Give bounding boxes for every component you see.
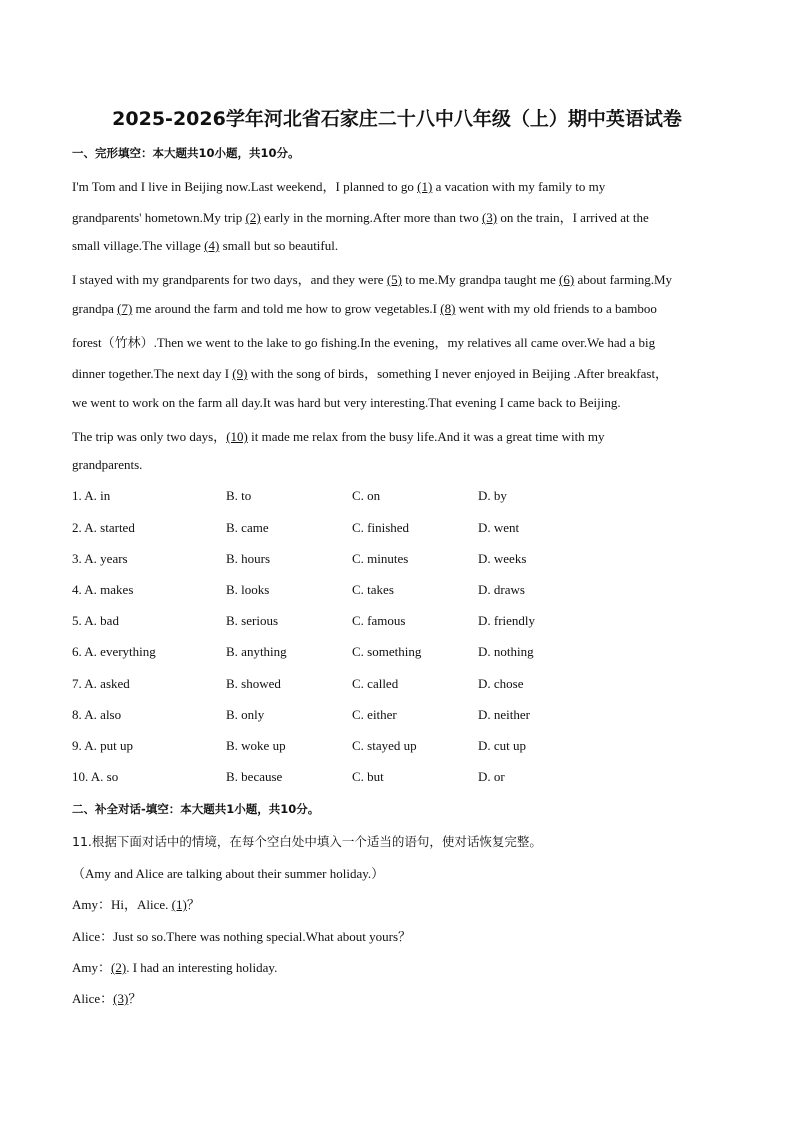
option-d: D. neither <box>478 707 530 722</box>
passage-line: small village.The village (4) small but so beautiful. <box>72 238 339 253</box>
option-d: D. friendly <box>478 613 536 628</box>
option-b: B. anything <box>226 644 287 659</box>
option-b: B. serious <box>226 613 278 628</box>
blank-4: (4) <box>204 238 220 253</box>
dialogue-blank-3: (3) <box>113 991 129 1006</box>
option-row-9 <box>72 738 732 756</box>
option-row-1 <box>72 488 732 506</box>
blank-3: (3) <box>481 210 498 225</box>
exam-title: 2025-2026学年河北省石家庄二十八中八年级（上）期中英语试卷 <box>112 108 682 130</box>
passage-line: I stayed with my grandparents for two days，and they were (5) to me.My grandpa taught me (6) about farming.My <box>72 272 673 287</box>
dialogue-line: Amy：(2). I had an interesting holiday. <box>72 960 278 975</box>
option-d: D. draws <box>478 582 525 597</box>
option-b: B. showed <box>226 676 281 691</box>
blank-9: (9) <box>232 366 248 381</box>
blank-5: (5) <box>386 272 402 287</box>
option-b: B. hours <box>226 551 271 566</box>
passage-line: grandparents. <box>72 457 143 472</box>
option-c: C. something <box>352 644 422 659</box>
option-a: 1. A. in <box>72 488 111 503</box>
dialogue-blank-2: (2) <box>111 960 127 975</box>
option-c: C. takes <box>352 582 394 597</box>
option-d: D. or <box>478 769 505 784</box>
blank-7: (7) <box>117 301 133 316</box>
option-b: B. only <box>226 707 265 722</box>
option-b: B. to <box>226 488 252 503</box>
option-row-6 <box>72 644 732 662</box>
option-a: 2. A. started <box>72 520 135 535</box>
speaker: Alice： <box>72 929 114 944</box>
option-c: C. minutes <box>352 551 409 566</box>
option-a: 9. A. put up <box>72 738 134 753</box>
option-c: C. famous <box>352 613 406 628</box>
option-a: 7. A. asked <box>72 676 130 691</box>
option-a: 3. A. years <box>72 551 128 566</box>
speaker: Alice： <box>72 991 114 1006</box>
option-b: B. looks <box>226 582 270 597</box>
passage-line: grandparents' hometown.My trip (2) early in the morning.After more than two (3) on the train，I arrived at the <box>72 210 649 225</box>
option-b: B. came <box>226 520 269 535</box>
option-row-3 <box>72 551 732 569</box>
blank-6: (6) <box>559 272 575 287</box>
passage-line: forest（竹林）.Then we went to the lake to go fishing.In the evening，my relatives all came over.We had a big <box>72 335 656 350</box>
option-row-8 <box>72 707 732 725</box>
option-a: 6. A. everything <box>72 644 156 659</box>
option-row-10 <box>72 769 732 787</box>
option-d: D. cut up <box>478 738 527 753</box>
option-d: D. chose <box>478 676 524 691</box>
option-a: 4. A. makes <box>72 582 134 597</box>
passage-line: dinner together.The next day I (9) with the song of birds，something I never enjoyed in Beijing .After breakfast， <box>72 366 669 381</box>
blank-2: (2) <box>245 210 261 225</box>
option-b: B. because <box>226 769 283 784</box>
option-c: C. either <box>352 707 397 722</box>
option-a: 5. A. bad <box>72 613 119 628</box>
option-d: D. by <box>478 488 507 503</box>
speaker: Amy： <box>72 960 112 975</box>
option-d: D. nothing <box>478 644 534 659</box>
option-a: 10. A. so <box>72 769 119 784</box>
option-c: C. on <box>352 488 381 503</box>
option-c: C. finished <box>352 520 410 535</box>
blank-1: (1) <box>417 179 433 194</box>
option-row-4 <box>72 582 732 600</box>
speaker: Amy： <box>72 897 112 912</box>
option-row-2 <box>72 520 732 538</box>
blank-10: (10) <box>226 429 248 444</box>
blank-8: (8) <box>440 301 456 316</box>
passage-line: I'm Tom and I live in Beijing now.Last weekend，I planned to go (1) a vacation with my family to my <box>72 179 606 194</box>
passage-line: we went to work on the farm all day.It was hard but very interesting.That evening I came back to Beijing. <box>72 395 621 410</box>
option-c: C. stayed up <box>352 738 417 753</box>
option-c: C. called <box>352 676 399 691</box>
dialogue-line: Amy：Hi，Alice. (1)？ <box>72 897 200 912</box>
option-d: D. went <box>478 520 520 535</box>
option-row-7 <box>72 676 732 694</box>
dialogue-blank-1: (1) <box>171 897 187 912</box>
passage-line: grandpa (7) me around the farm and told me how to grow vegetables.I (8) went with my old friends to a bamboo <box>72 301 657 316</box>
section-1-heading: 一、完形填空：本大题共10小题，共10分。 <box>72 146 300 160</box>
section-2-heading: 二、补全对话-填空：本大题共1小题，共10分。 <box>72 802 320 816</box>
option-row-5 <box>72 613 732 631</box>
option-d: D. weeks <box>478 551 527 566</box>
dialogue-line: Alice：Just so so.There was nothing special.What about yours？ <box>72 929 412 944</box>
dialogue-line: Alice：(3)？ <box>72 991 142 1006</box>
option-a: 8. A. also <box>72 707 122 722</box>
q11-instruction: 11.根据下面对话中的情境，在每个空白处中填入一个适当的语句，使对话恢复完整。 <box>72 834 542 849</box>
option-c: C. but <box>352 769 384 784</box>
dialogue-context: （Amy and Alice are talking about their summer holiday.） <box>72 866 385 881</box>
passage-line: The trip was only two days，(10) it made me relax from the busy life.And it was a great time with my <box>72 429 605 444</box>
option-b: B. woke up <box>226 738 286 753</box>
